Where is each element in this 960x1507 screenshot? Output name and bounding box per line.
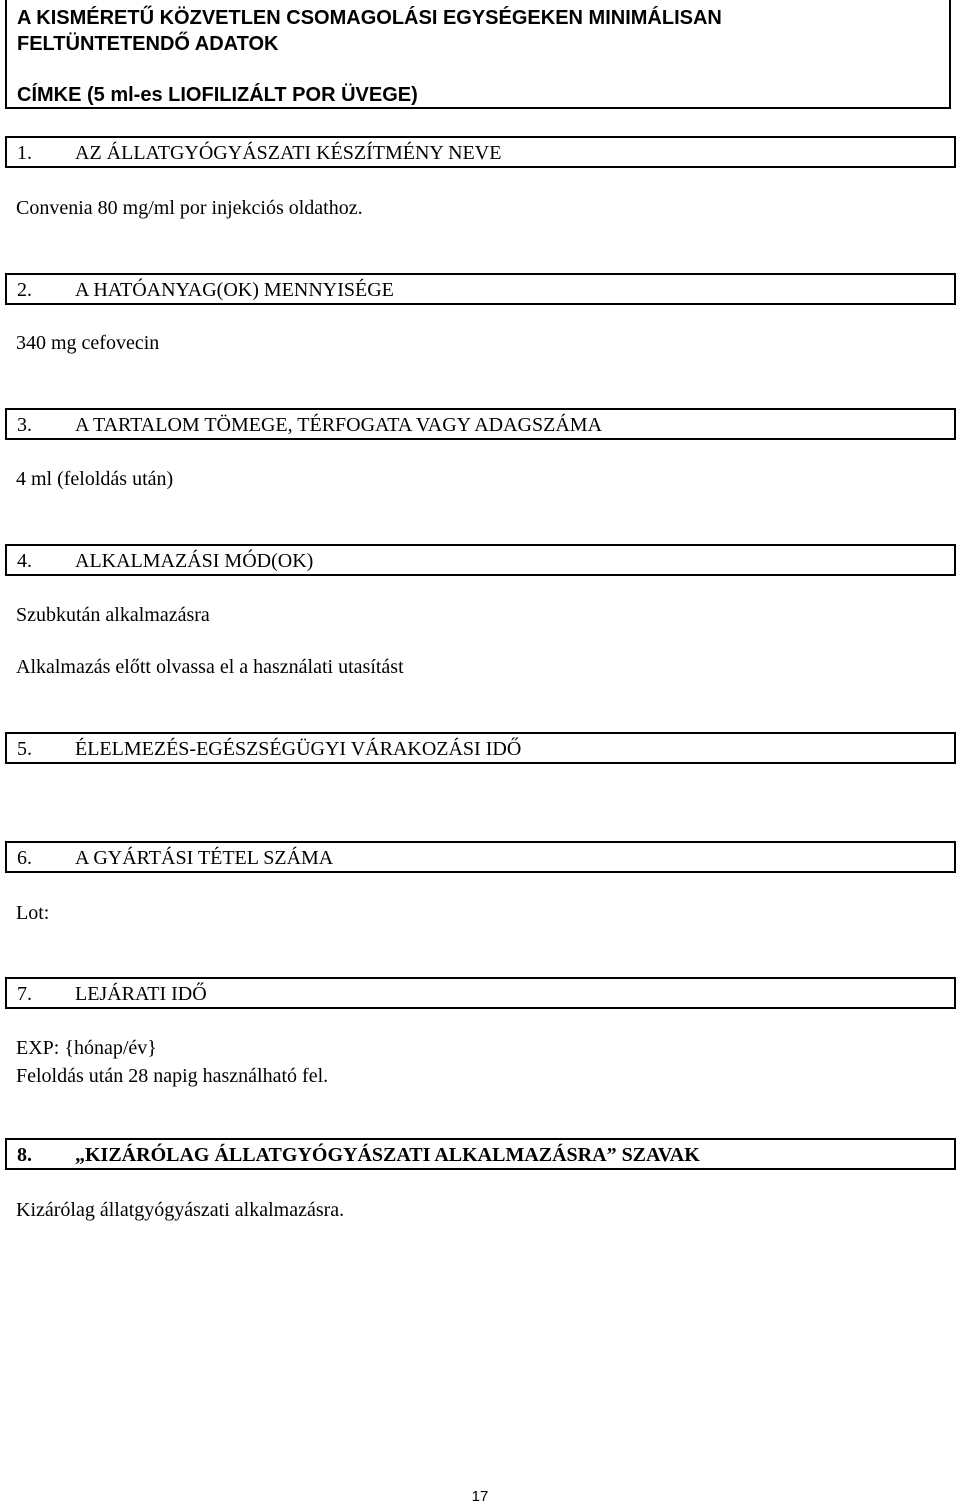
leaflet-note: Alkalmazás előtt olvassa el a használati utasítást [16,656,404,678]
section-3-heading [5,408,956,440]
section-4-heading [5,544,956,576]
section-title: A TARTALOM TÖMEGE, TÉRFOGATA VAGY ADAGSZÁMA [75,414,603,436]
header-title-line2: FELTÜNTETENDŐ ADATOK [17,33,279,55]
section-1-heading [5,136,956,168]
section-5-heading [5,732,956,764]
section-number: 2. [17,279,32,301]
section-title: A HATÓANYAG(OK) MENNYISÉGE [75,279,394,301]
section-8-heading [5,1138,956,1170]
shelf-life-note: Feloldás után 28 napig használható fel. [16,1065,329,1087]
page-number: 17 [471,1488,489,1505]
product-name: Convenia 80 mg/ml por injekciós oldathoz. [16,197,363,219]
content-volume: 4 ml (feloldás után) [16,468,174,490]
section-title: ÉLELMEZÉS-EGÉSZSÉGÜGYI VÁRAKOZÁSI IDŐ [75,738,522,760]
section-title: ALKALMAZÁSI MÓD(OK) [75,550,314,572]
section-number: 4. [17,550,32,572]
section-7-heading [5,977,956,1009]
expiry-line: EXP: {hónap/év} [16,1037,157,1059]
section-title: AZ ÁLLATGYÓGYÁSZATI KÉSZÍTMÉNY NEVE [75,142,502,164]
section-6-heading [5,841,956,873]
active-substance: 340 mg cefovecin [16,332,160,354]
section-number: 3. [17,414,32,436]
administration-route: Szubkután alkalmazásra [16,604,210,626]
section-title: A GYÁRTÁSI TÉTEL SZÁMA [75,847,334,869]
section-2-heading [5,273,956,305]
section-title: „KIZÁRÓLAG ÁLLATGYÓGYÁSZATI ALKALMAZÁSRA” SZAVAK [75,1144,700,1166]
header-box [5,0,951,109]
section-number: 6. [17,847,32,869]
lot-label: Lot: [16,902,50,924]
section-number: 7. [17,983,32,1005]
section-number: 1. [17,142,32,164]
section-title: LEJÁRATI IDŐ [75,983,207,1005]
veterinary-use-statement: Kizárólag állatgyógyászati alkalmazásra. [16,1199,345,1221]
header-title-line1: A KISMÉRETŰ KÖZVETLEN CSOMAGOLÁSI EGYSÉGEKEN MINIMÁLISAN [17,7,722,29]
section-number: 5. [17,738,32,760]
label-heading: CÍMKE (5 ml-es LIOFILIZÁLT POR ÜVEGE) [17,84,418,106]
section-number: 8. [17,1144,32,1166]
